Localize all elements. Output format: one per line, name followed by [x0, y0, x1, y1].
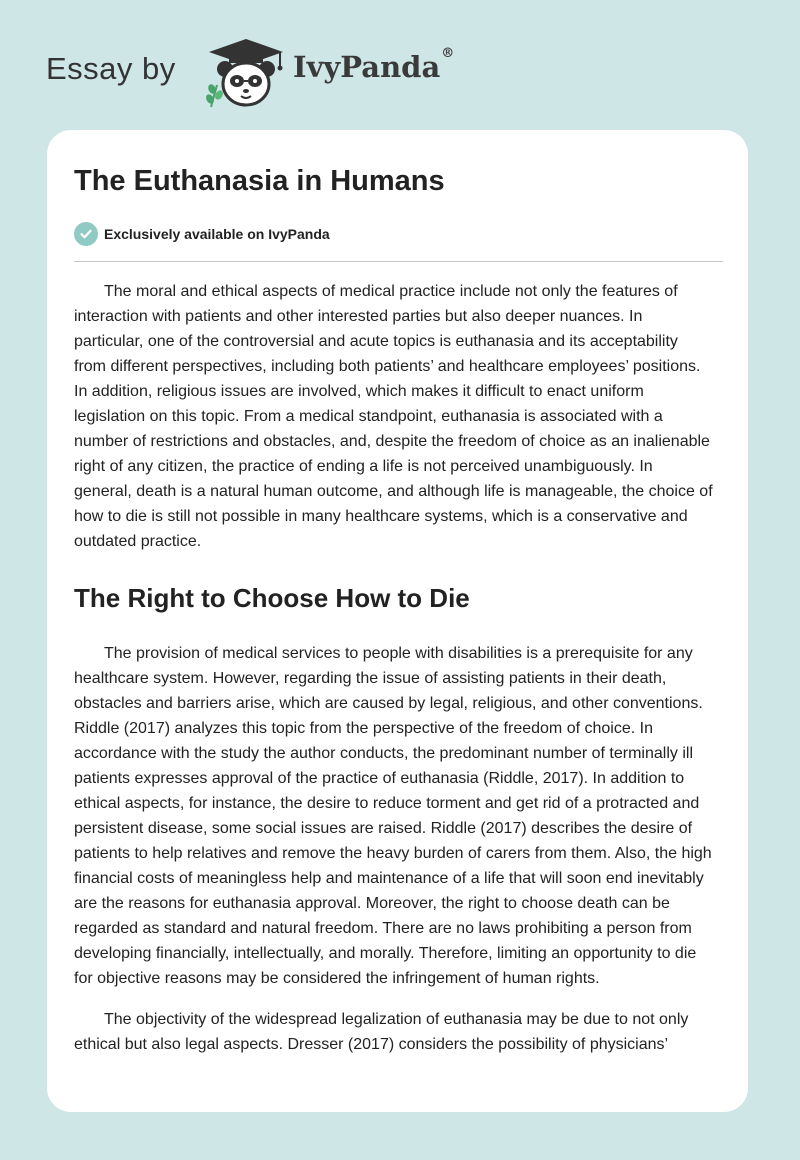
- intro-paragraph: The moral and ethical aspects of medical practice include not only the features of interaction with patients and other interested parties but also deeper nuances. In particular, one of the controversial and acute topics is euthanasia and its acceptability from different perspectives, including both patients’ and healthcare employees’ positions. In addition, religious issues are involved, which makes it difficult to enact uniform legislation on this topic. From a medical standpoint, euthanasia is associated with a number of restrictions and obstacles, and, despite the freedom of choice as an inalienable right of any citizen, the practice of ending a life is not perceived unambiguously. In general, death is a natural human outcome, and although life is manageable, the choice of how to die is still not possible in many healthcare systems, which is a conservative and outdated practice.: [74, 283, 713, 550]
- page-title: The Euthanasia in Humans: [74, 165, 445, 197]
- brand-name[interactable]: IvyPanda®: [293, 46, 455, 84]
- essay-body: [74, 279, 714, 1073]
- section-paragraph: The objectivity of the widespread legalization of euthanasia may be due to not only ethical but also legal aspects. Dresser (2017) considers the possibility of physicians’: [74, 1011, 689, 1053]
- section-paragraph: The provision of medical services to people with disabilities is a prerequisite for any healthcare system. However, regarding the issue of assisting patients in their death, obstacles and barriers arise, which are caused by legal, religious, and other conventions. Riddle (2017) analyzes this topic from the perspective of the freedom of choice. In accordance with the study the author conducts, the predominant number of terminally ill patients expresses approval of the practice of euthanasia (Riddle, 2017). In addition to ethical aspects, for instance, the desire to reduce torment and get rid of a protracted and persistent disease, some social issues are raised. Riddle (2017) describes the desire of patients to help relatives and remove the heavy burden of carers from them. Also, the high financial costs of meaningless help and maintenance of a life that will soon end inevitably are the reasons for euthanasia approval. Moreover, the right to choose death can be regarded as standard and natural freedom. There are no laws prohibiting a person from developing financially, intellectually, and morally. Therefore, limiting an opportunity to die for objective reasons may be considered the infringement of human rights.: [74, 645, 712, 987]
- divider: [74, 261, 723, 262]
- brand-prefix: Essay by: [46, 51, 176, 86]
- section-heading: The Right to Choose How to Die: [74, 583, 470, 613]
- check-icon: [74, 222, 98, 246]
- panda-graduate-icon[interactable]: [203, 37, 289, 109]
- essay-card: [47, 130, 748, 1112]
- badge-text: Exclusively available on IvyPanda: [104, 226, 330, 242]
- site-header: [0, 0, 800, 130]
- trademark-symbol: ®: [441, 46, 455, 61]
- exclusive-badge: [74, 222, 330, 246]
